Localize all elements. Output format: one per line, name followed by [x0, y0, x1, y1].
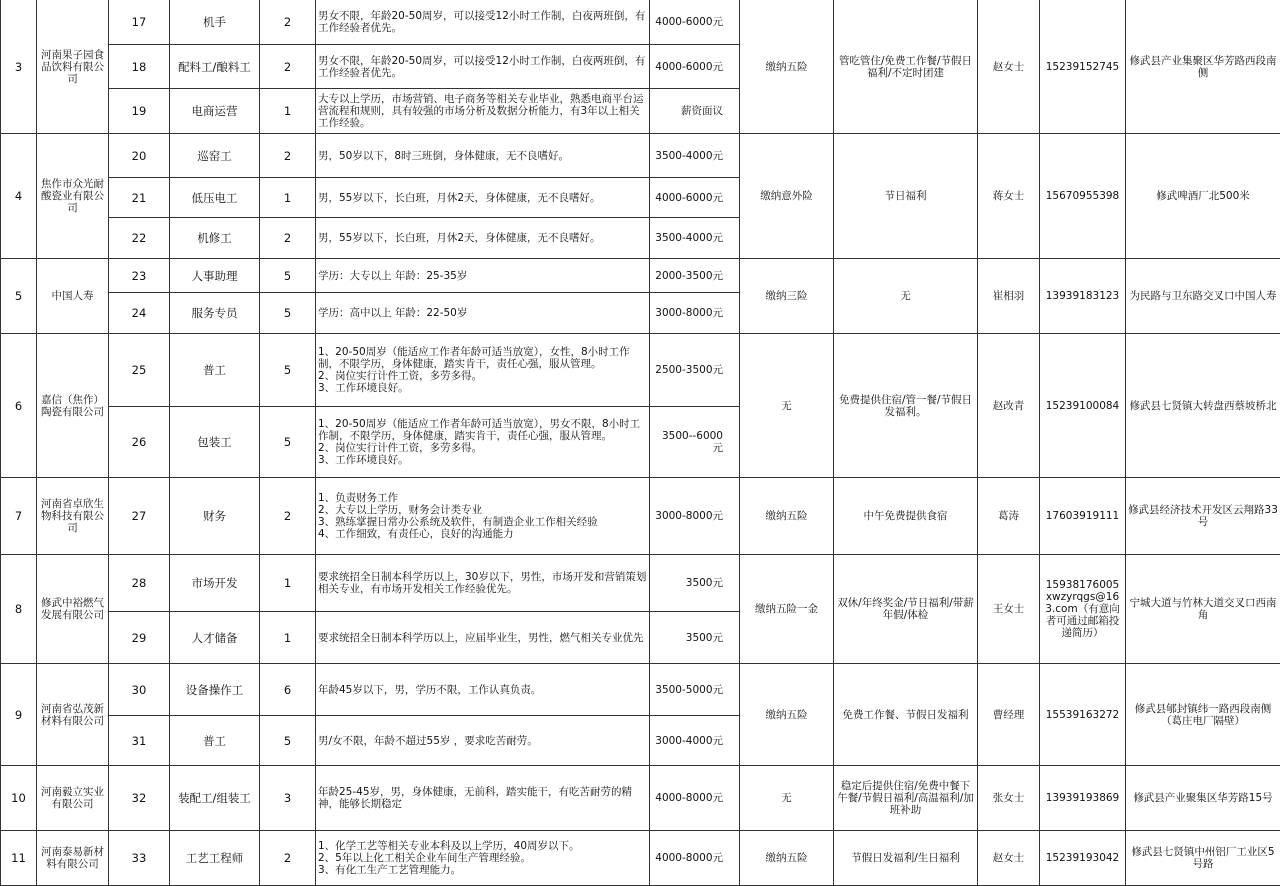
contact-person: 赵女士	[978, 0, 1040, 134]
position-requirements: 1、20-50周岁（能适应工作者年龄可适当放宽），女性，8小时工作制，不限学历，身体健康，踏实肯干，责任心强，服从管理。 2、岗位实行计件工资，多劳多得。 3、工作环境良好。	[316, 334, 650, 407]
insurance-cell: 无	[740, 334, 834, 478]
position-count: 5	[260, 293, 316, 334]
position-requirements: 年龄25-45岁，男，身体健康，无前科，踏实能干，有吃苦耐劳的精神，能够长期稳定	[316, 766, 650, 831]
company-name: 河南省卓欣生物科技有限公司	[37, 478, 109, 555]
position-seq: 24	[109, 293, 170, 334]
position-requirements: 男女不限，年龄20-50周岁，可以接受12小时工作制，白夜两班倒，有工作经验者优先。	[316, 45, 650, 89]
company-number: 9	[1, 664, 37, 766]
table-row	[1, 831, 1280, 886]
position-seq: 18	[109, 45, 170, 89]
position-name: 市场开发	[170, 555, 260, 612]
table-row	[1, 478, 1280, 555]
position-seq: 17	[109, 0, 170, 45]
position-salary: 3000-4000元	[650, 716, 740, 766]
company-address: 为民路与卫东路交叉口中国人寿	[1126, 259, 1280, 334]
position-count: 2	[260, 134, 316, 178]
position-seq: 28	[109, 555, 170, 612]
position-requirements: 要求统招全日制本科学历以上，应届毕业生，男性，燃气相关专业优先	[316, 612, 650, 664]
contact-phone: 15938176005 xwzyrqgs@163.com（有意向者可通过邮箱投递简历）	[1040, 555, 1126, 664]
position-requirements: 学历：大专以上 年龄：25-35岁	[316, 259, 650, 293]
company-address: 修武县经济技术开发区云翔路33号	[1126, 478, 1280, 555]
insurance-cell: 缴纳三险	[740, 259, 834, 334]
company-address: 修武啤酒厂北500米	[1126, 134, 1280, 259]
insurance-cell: 缴纳五险	[740, 0, 834, 134]
contact-person: 王女士	[978, 555, 1040, 664]
position-requirements: 1、化学工艺等相关专业本科及以上学历，40周岁以下。 2、5年以上化工相关企业车间生产管理经验。 3、有化工生产工艺管理能力。	[316, 831, 650, 886]
company-number: 5	[1, 259, 37, 334]
position-seq: 21	[109, 178, 170, 218]
position-requirements: 年龄45岁以下，男，学历不限，工作认真负责。	[316, 664, 650, 716]
position-seq: 27	[109, 478, 170, 555]
contact-person: 赵女士	[978, 831, 1040, 886]
position-name: 巡窑工	[170, 134, 260, 178]
benefits-cell: 免费工作餐、节假日发福利	[834, 664, 978, 766]
contact-phone: 15239100084	[1040, 334, 1126, 478]
company-name: 修武中裕燃气发展有限公司	[37, 555, 109, 664]
company-number: 4	[1, 134, 37, 259]
position-name: 工艺工程师	[170, 831, 260, 886]
position-salary: 3500元	[650, 555, 740, 612]
position-count: 3	[260, 766, 316, 831]
position-name: 财务	[170, 478, 260, 555]
company-address: 修武县产业聚集区华芳路15号	[1126, 766, 1280, 831]
contact-phone: 15239152745	[1040, 0, 1126, 134]
table-row	[1, 555, 1280, 612]
benefits-cell: 双休/年终奖金/节日福利/带薪年假/体检	[834, 555, 978, 664]
position-count: 5	[260, 259, 316, 293]
position-name: 电商运营	[170, 89, 260, 134]
insurance-cell: 缴纳五险	[740, 664, 834, 766]
position-name: 服务专员	[170, 293, 260, 334]
benefits-cell: 中午免费提供食宿	[834, 478, 978, 555]
contact-phone: 15539163272	[1040, 664, 1126, 766]
position-seq: 23	[109, 259, 170, 293]
position-salary: 3000-8000元	[650, 478, 740, 555]
contact-phone: 15670955398	[1040, 134, 1126, 259]
table-row	[1, 259, 1280, 293]
position-salary: 4000-8000元	[650, 831, 740, 886]
position-requirements: 大专以上学历，市场营销、电子商务等相关专业毕业，熟悉电商平台运营流程和规则，具有较强的市场分析及数据分析能力，有3年以上相关工作经验。	[316, 89, 650, 134]
contact-phone: 13939193869	[1040, 766, 1126, 831]
company-name: 河南毅立实业有限公司	[37, 766, 109, 831]
table-row	[1, 766, 1280, 831]
position-requirements: 男，55岁以下，长白班，月休2天，身体健康，无不良嗜好。	[316, 178, 650, 218]
position-salary: 3500-4000元	[650, 218, 740, 259]
position-name: 包装工	[170, 407, 260, 478]
position-seq: 22	[109, 218, 170, 259]
position-name: 普工	[170, 334, 260, 407]
table-row	[1, 0, 1280, 45]
contact-person: 张女士	[978, 766, 1040, 831]
company-name: 中国人寿	[37, 259, 109, 334]
company-number: 8	[1, 555, 37, 664]
position-seq: 19	[109, 89, 170, 134]
position-salary: 4000-6000元	[650, 178, 740, 218]
contact-phone: 13939183123	[1040, 259, 1126, 334]
position-count: 6	[260, 664, 316, 716]
position-salary: 薪资面议	[650, 89, 740, 134]
position-seq: 33	[109, 831, 170, 886]
benefits-cell: 管吃管住/免费工作餐/节假日福利/不定时团建	[834, 0, 978, 134]
position-count: 1	[260, 178, 316, 218]
position-salary: 4000-6000元	[650, 0, 740, 45]
insurance-cell: 缴纳五险一金	[740, 555, 834, 664]
company-name: 河南省弘茂新材料有限公司	[37, 664, 109, 766]
contact-phone: 15239193042	[1040, 831, 1126, 886]
position-salary: 3500-4000元	[650, 134, 740, 178]
position-name: 人才储备	[170, 612, 260, 664]
position-count: 5	[260, 334, 316, 407]
company-name: 焦作市众光耐酸瓷业有限公司	[37, 134, 109, 259]
company-number: 11	[1, 831, 37, 886]
position-count: 1	[260, 89, 316, 134]
insurance-cell: 缴纳五险	[740, 478, 834, 555]
position-requirements: 1、20-50周岁（能适应工作者年龄可适当放宽），男女不限，8小时工作制，不限学历，身体健康，踏实肯干，责任心强，服从管理。 2、岗位实行计件工资，多劳多得。 3、工作环境良好。	[316, 407, 650, 478]
company-number: 6	[1, 334, 37, 478]
company-name: 嘉信（焦作）陶瓷有限公司	[37, 334, 109, 478]
company-number: 3	[1, 0, 37, 134]
contact-person: 蒋女士	[978, 134, 1040, 259]
company-address: 修武县产业集聚区华芳路西段南侧	[1126, 0, 1280, 134]
position-count: 2	[260, 0, 316, 45]
position-name: 装配工/组装工	[170, 766, 260, 831]
position-count: 1	[260, 612, 316, 664]
company-address: 修武县七贤镇大转盘西蔡坡桥北	[1126, 334, 1280, 478]
benefits-cell: 稳定后提供住宿/免费中餐下午餐/节假日福利/高温福利/加班补助	[834, 766, 978, 831]
table-row	[1, 334, 1280, 407]
insurance-cell: 缴纳五险	[740, 831, 834, 886]
position-salary: 3000-8000元	[650, 293, 740, 334]
position-name: 人事助理	[170, 259, 260, 293]
benefits-cell: 免费提供住宿/管一餐/节假日发福利。	[834, 334, 978, 478]
position-name: 配料工/酿料工	[170, 45, 260, 89]
position-seq: 26	[109, 407, 170, 478]
benefits-cell: 无	[834, 259, 978, 334]
position-salary: 2000-3500元	[650, 259, 740, 293]
position-salary: 3500--6000元	[650, 407, 740, 478]
company-address: 修武县郇封镇纬一路西段南侧（葛庄电厂隔壁）	[1126, 664, 1280, 766]
contact-phone: 17603919111	[1040, 478, 1126, 555]
position-seq: 32	[109, 766, 170, 831]
position-seq: 20	[109, 134, 170, 178]
position-requirements: 1、负责财务工作 2、大专以上学历，财务会计类专业 3、熟练掌握日常办公系统及软件，有制造企业工作相关经验 4、工作细致，有责任心，良好的沟通能力	[316, 478, 650, 555]
position-requirements: 要求统招全日制本科学历以上，30岁以下，男性，市场开发和营销策划相关专业，有市场开发相关工作经验优先。	[316, 555, 650, 612]
contact-person: 葛涛	[978, 478, 1040, 555]
position-requirements: 男女不限，年龄20-50周岁，可以接受12小时工作制，白夜两班倒，有工作经验者优先。	[316, 0, 650, 45]
position-count: 2	[260, 45, 316, 89]
position-seq: 31	[109, 716, 170, 766]
company-address: 宁城大道与竹林大道交叉口西南角	[1126, 555, 1280, 664]
insurance-cell: 缴纳意外险	[740, 134, 834, 259]
contact-person: 曹经理	[978, 664, 1040, 766]
contact-person: 崔相羽	[978, 259, 1040, 334]
position-requirements: 学历：高中以上 年龄：22-50岁	[316, 293, 650, 334]
position-count: 5	[260, 407, 316, 478]
position-name: 机手	[170, 0, 260, 45]
benefits-cell: 节日福利	[834, 134, 978, 259]
position-salary: 4000-8000元	[650, 766, 740, 831]
position-count: 2	[260, 218, 316, 259]
position-count: 2	[260, 478, 316, 555]
table-row	[1, 664, 1280, 716]
position-name: 普工	[170, 716, 260, 766]
position-name: 机修工	[170, 218, 260, 259]
company-number: 7	[1, 478, 37, 555]
position-requirements: 男，55岁以下，长白班，月休2天，身体健康，无不良嗜好。	[316, 218, 650, 259]
company-name: 河南果子园食品饮料有限公司	[37, 0, 109, 134]
position-requirements: 男/女不限，年龄不超过55岁 ，要求吃苦耐劳。	[316, 716, 650, 766]
company-number: 10	[1, 766, 37, 831]
position-seq: 30	[109, 664, 170, 716]
benefits-cell: 节假日发福利/生日福利	[834, 831, 978, 886]
company-name: 河南泰易新材料有限公司	[37, 831, 109, 886]
position-count: 1	[260, 555, 316, 612]
position-salary: 4000-6000元	[650, 45, 740, 89]
position-requirements: 男，50岁以下，8时三班倒，身体健康，无不良嗜好。	[316, 134, 650, 178]
position-seq: 29	[109, 612, 170, 664]
position-salary: 2500-3500元	[650, 334, 740, 407]
table-row	[1, 134, 1280, 178]
position-count: 2	[260, 831, 316, 886]
position-salary: 3500元	[650, 612, 740, 664]
position-name: 低压电工	[170, 178, 260, 218]
position-seq: 25	[109, 334, 170, 407]
contact-person: 赵改青	[978, 334, 1040, 478]
position-salary: 3500-5000元	[650, 664, 740, 716]
company-address: 修武县七贤镇中州铝厂工业区5号路	[1126, 831, 1280, 886]
position-count: 5	[260, 716, 316, 766]
position-name: 设备操作工	[170, 664, 260, 716]
insurance-cell: 无	[740, 766, 834, 831]
